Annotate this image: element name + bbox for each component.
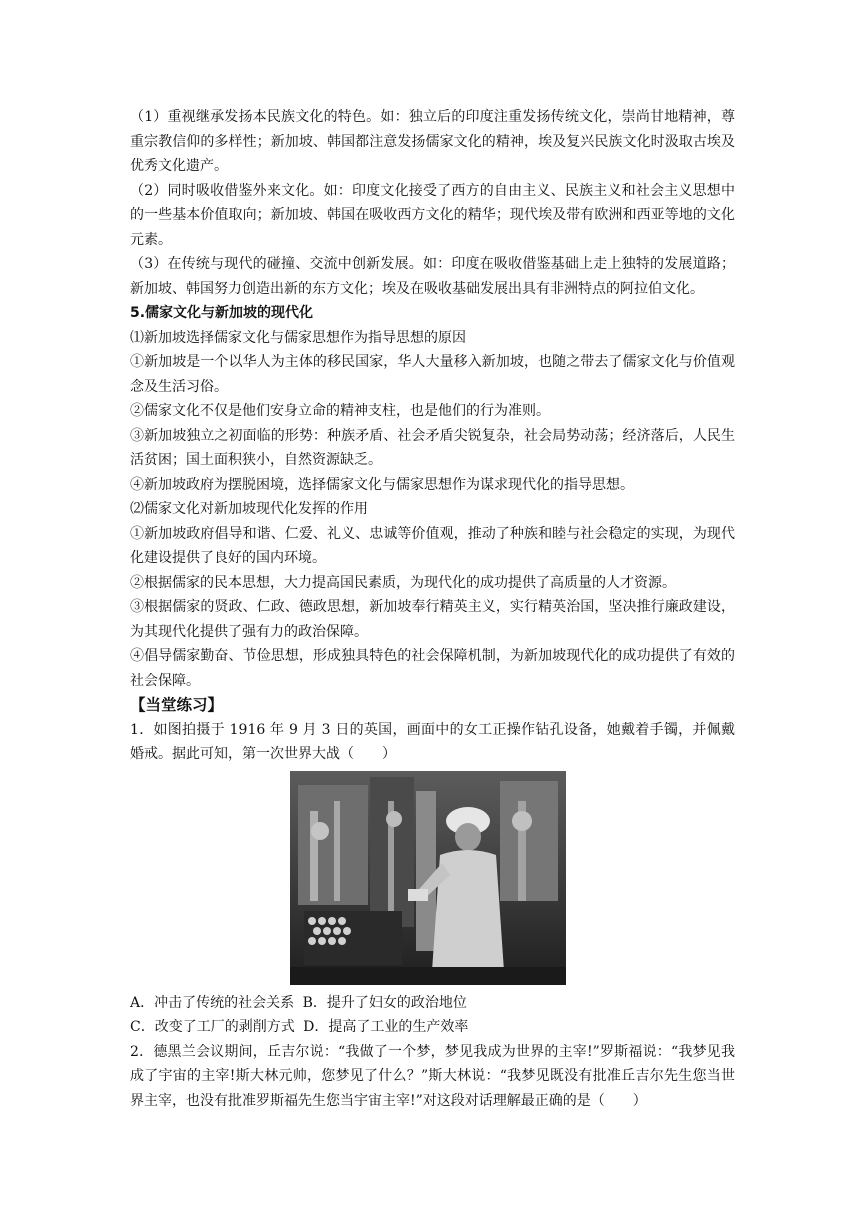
option-c[interactable]: C．改变了工厂的剥削方式 bbox=[130, 1019, 295, 1035]
factory-worker-photo-icon bbox=[290, 771, 566, 985]
subsection-2-item: ④倡导儒家勤奋、节俭思想，形成独具特色的社会保障机制，为新加坡现代化的成功提供了有效的社会保障。 bbox=[130, 648, 735, 689]
subsection-2-item: ③根据儒家的贤政、仁政、德政思想，新加坡奉行精英主义，实行精英治国，坚决推行廉政建设，为其现代化提供了强有力的政治保障。 bbox=[130, 599, 735, 640]
subsection-1-item: ②儒家文化不仅是他们安身立命的精神支柱，也是他们的行为准则。 bbox=[130, 403, 550, 419]
option-d[interactable]: D．提高了工业的生产效率 bbox=[303, 1019, 469, 1035]
paragraph-2: （2）同时吸收借鉴外来文化。如：印度文化接受了西方的自由主义、民族主义和社会主义思想中的一些基本价值取向；新加坡、韩国在吸收西方文化的精华；现代埃及带有欧洲和西亚等地的文化元素。 bbox=[130, 182, 735, 248]
practice-heading: 【当堂练习】 bbox=[130, 696, 224, 714]
option-b[interactable]: B．提升了妇女的政治地位 bbox=[302, 994, 467, 1011]
subsection-1-item: ③新加坡独立之初面临的形势：种族矛盾、社会矛盾尖锐复杂，社会局势动荡；经济落后，人民生活贫困；国土面积狭小，自然资源缺乏。 bbox=[130, 427, 735, 468]
question-1-stem: 1．如图拍摄于 1916 年 9 月 3 日的英国，画面中的女工正操作钻孔设备，她戴着手镯，并佩戴婚戒。据此可知，第一次世界大战（ ） bbox=[130, 721, 735, 762]
subsection-2-heading: ⑵儒家文化对新加坡现代化发挥的作用 bbox=[130, 501, 368, 517]
question-2-stem: 2．德黑兰会议期间，丘吉尔说：“我做了一个梦，梦见我成为世界的主宰!”罗斯福说：“我梦见我成了宇宙的主宰!斯大林元帅，您梦见了什么？”斯大林说：“我梦见既没有批准丘吉尔先生您当世界主宰，也没有批准罗斯福先生您当宇宙主宰!”对这段对话理解最正确的是（ ） bbox=[130, 1043, 735, 1109]
historical-photo bbox=[290, 771, 566, 985]
paragraph-1: （1）重视继承发扬本民族文化的特色。如：独立后的印度注重发扬传统文化，崇尚甘地精神，尊重宗教信仰的多样性；新加坡、韩国都注意发扬儒家文化的精神，埃及复兴民族文化时汲取古埃及优秀文化遗产。 bbox=[130, 109, 735, 174]
section-5-heading: 5.儒家文化与新加坡的现代化 bbox=[130, 305, 314, 321]
question-1-options-row-1 bbox=[130, 991, 735, 1016]
subsection-1-heading: ⑴新加坡选择儒家文化与儒家思想作为指导思想的原因 bbox=[130, 329, 466, 346]
subsection-1-item: ④新加坡政府为摆脱困境，选择儒家文化与儒家思想作为谋求现代化的指导思想。 bbox=[130, 476, 634, 493]
option-a[interactable]: A．冲击了传统的社会关系 bbox=[130, 994, 295, 1011]
document-body bbox=[130, 105, 735, 1113]
subsection-1-item: ①新加坡是一个以华人为主体的移民国家，华人大量移入新加坡，也随之带去了儒家文化与价值观念及生活习俗。 bbox=[130, 354, 735, 395]
subsection-2-item: ①新加坡政府倡导和谐、仁爱、礼义、忠诚等价值观，推动了种族和睦与社会稳定的实现，为现代化建设提供了良好的国内环境。 bbox=[130, 525, 735, 566]
subsection-2-item: ②根据儒家的民本思想，大力提高国民素质，为现代化的成功提供了高质量的人才资源。 bbox=[130, 574, 676, 591]
paragraph-3: （3）在传统与现代的碰撞、交流中创新发展。如：印度在吸收借鉴基础上走上独特的发展道路；新加坡、韩国努力创造出新的东方文化；埃及在吸收基础发展出具有非洲特点的阿拉伯文化。 bbox=[130, 256, 735, 297]
question-1-options-row-2 bbox=[130, 1015, 735, 1040]
